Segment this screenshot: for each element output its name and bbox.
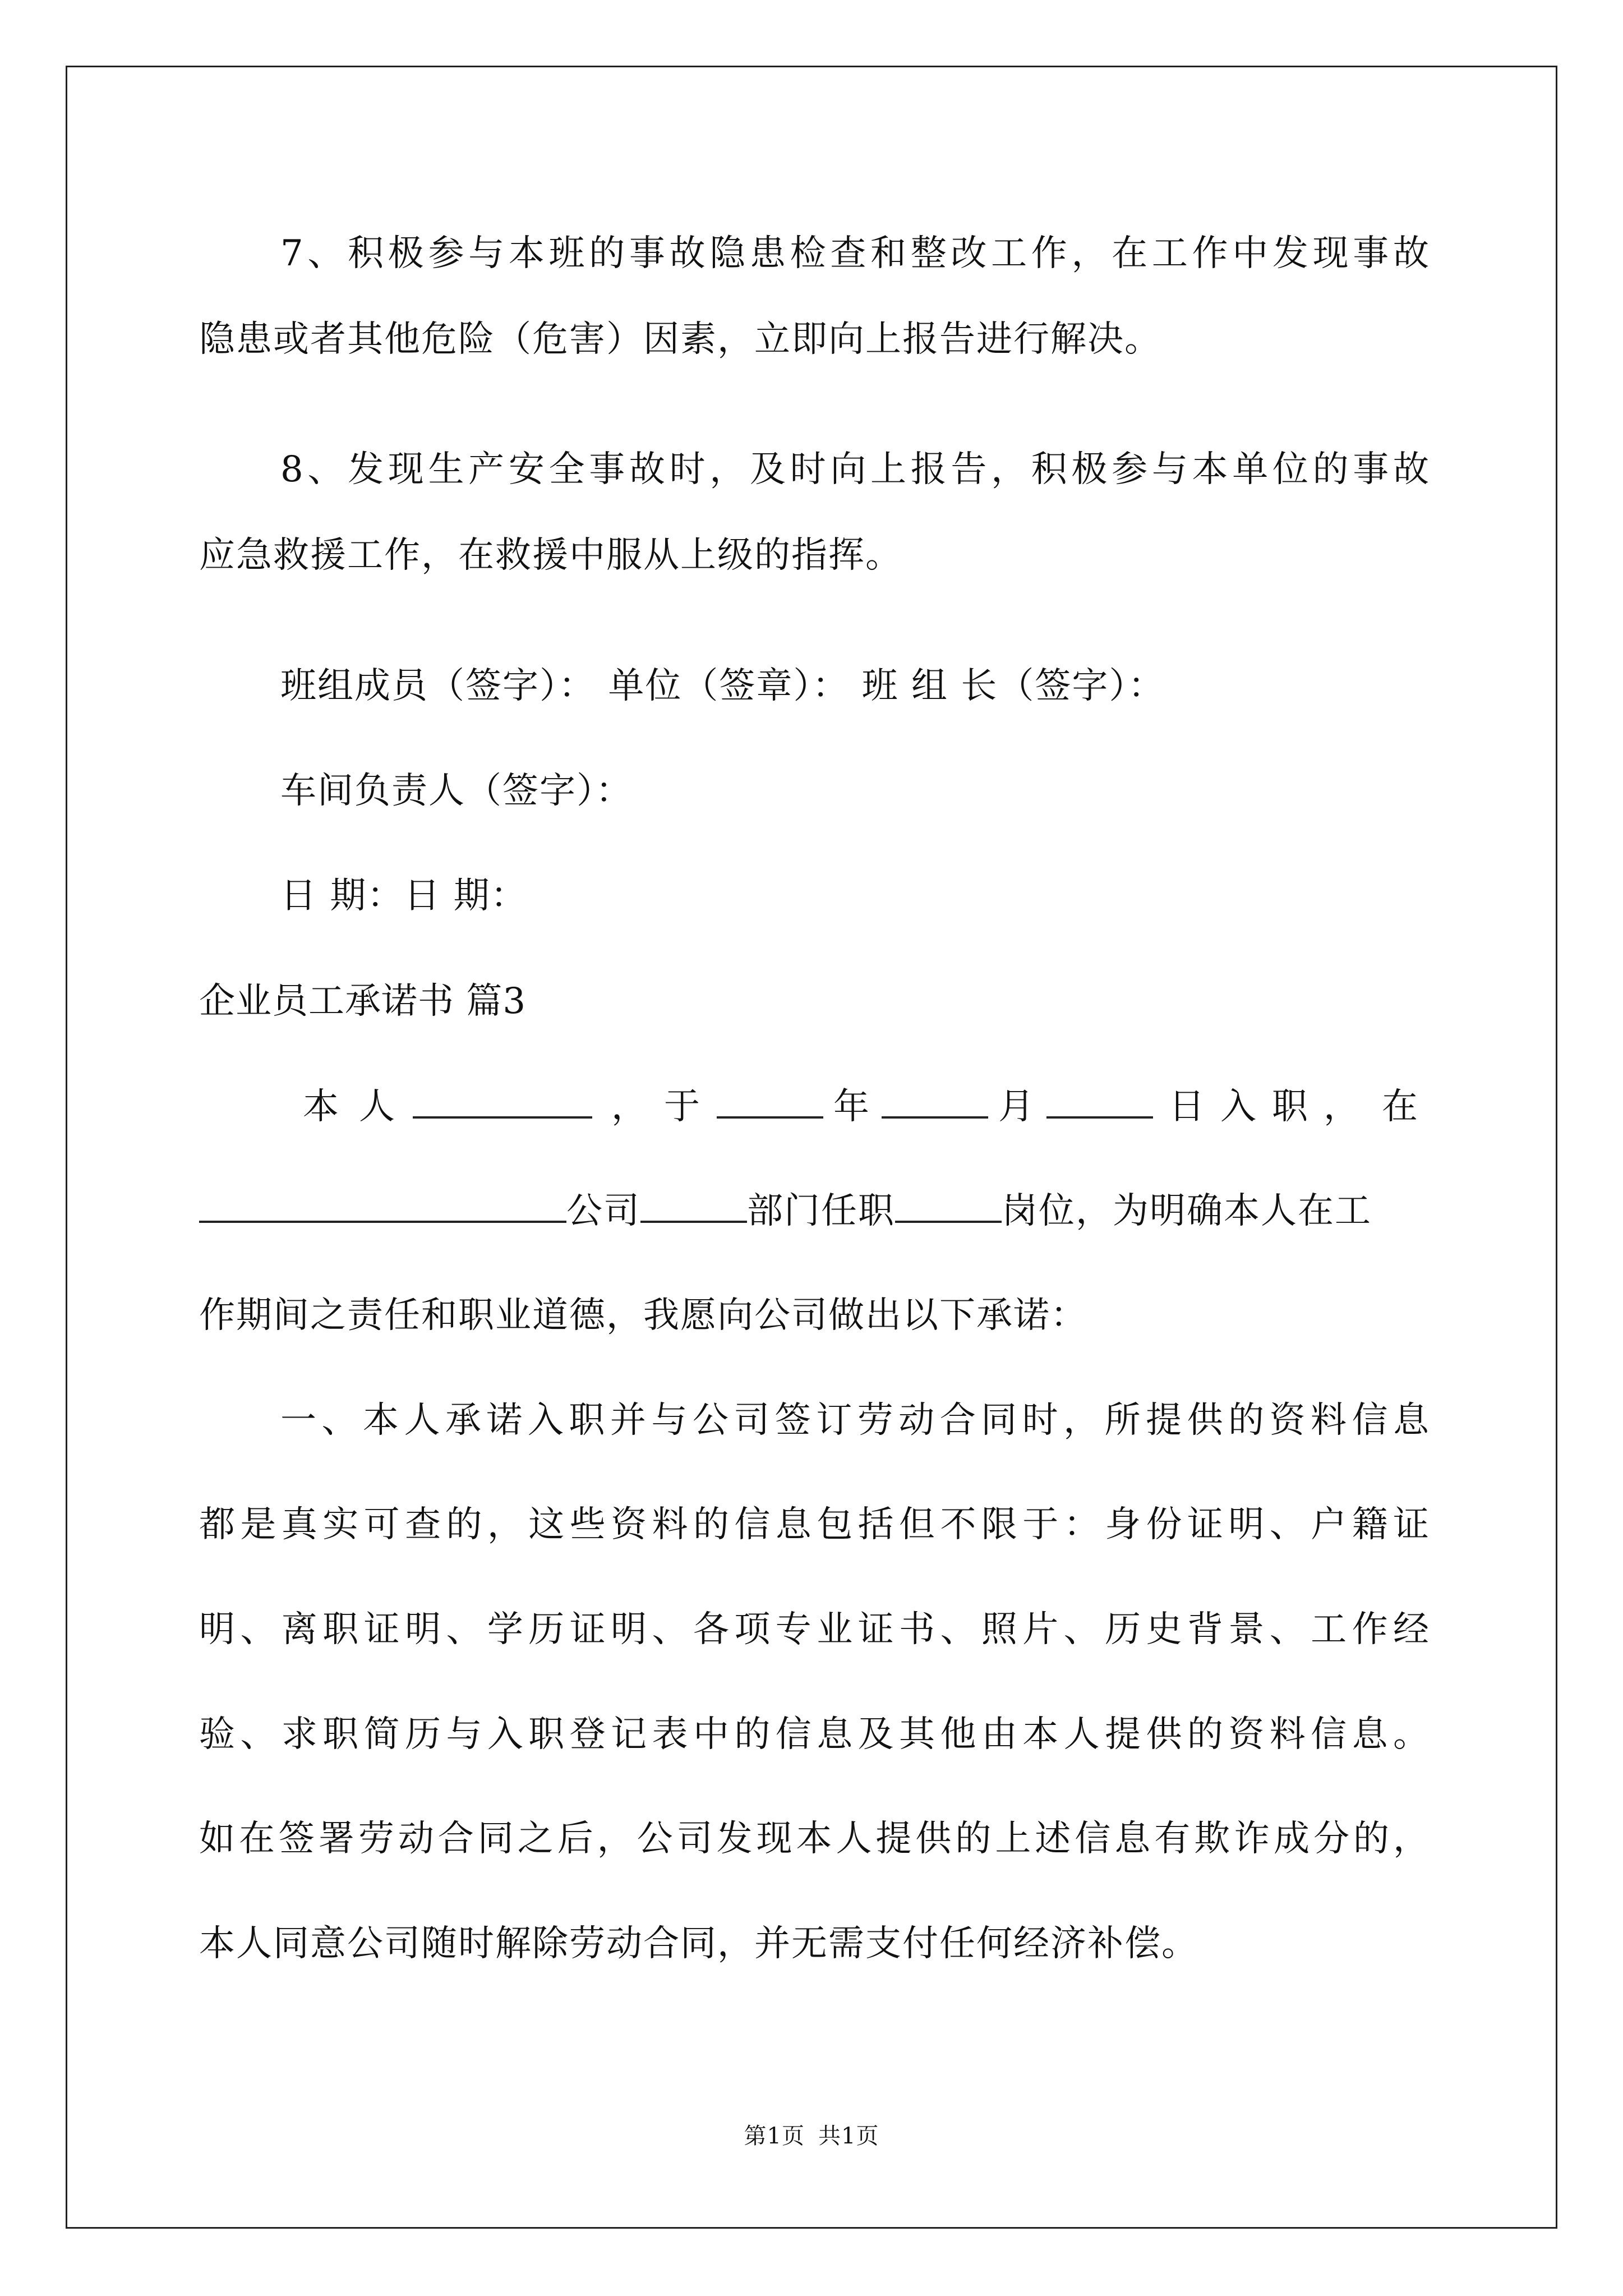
clause-1-line-1: 一、本人承诺入职并与公司签订劳动合同时，所提供的资料信息: [280, 1400, 1430, 1441]
workshop-head-signature: 车间负责人（签字）：: [280, 770, 633, 812]
clause-1-line-4: 验、求职简历与入职登记表中的信息及其他由本人提供的资料信息。: [199, 1714, 1430, 1755]
intro-word: 职: [1272, 1086, 1308, 1128]
name-blank: [413, 1084, 592, 1119]
intro-word: 日: [1169, 1086, 1205, 1128]
signature-line: 班组成员（签字）： 单位（签章）： 班 组 长（签字）：: [280, 665, 1165, 707]
clause-1-line-5: 如在签署劳动合同之后，公司发现本人提供的上述信息有欺诈成分的，: [199, 1818, 1430, 1860]
position-label: 岗位，为明确本人在工: [1002, 1190, 1372, 1232]
intro-word: ，: [611, 1086, 647, 1128]
paragraph-8-line-1: 8、发现生产安全事故时，及时向上报告，积极参与本单位的事故: [280, 449, 1430, 490]
intro-word: 月: [998, 1086, 1034, 1128]
company-blank: [199, 1188, 566, 1223]
paragraph-7-line-2: 隐患或者其他危险（危害）因素，立即向上报告进行解决。: [199, 319, 1161, 360]
paragraph-7-line-1: 7、积极参与本班的事故隐患检查和整改工作，在工作中发现事故: [280, 233, 1430, 274]
clause-1-line-2: 都是真实可查的，这些资料的信息包括但不限于：身份证明、户籍证: [199, 1504, 1430, 1545]
paragraph-8-line-2: 应急救援工作，在救援中服从上级的指挥。: [199, 535, 902, 576]
page-number: 第1页: [744, 2123, 805, 2149]
clause-1-line-3: 明、离职证明、学历证明、各项专业证书、照片、历史背景、工作经: [199, 1609, 1430, 1650]
year-blank: [717, 1084, 823, 1119]
intro-word: 于: [664, 1086, 700, 1128]
position-blank: [895, 1188, 1002, 1223]
day-blank: [1046, 1084, 1153, 1119]
intro-word: ，: [1324, 1086, 1359, 1128]
company-label: 公司: [566, 1190, 640, 1232]
intro-word: 在: [1382, 1086, 1418, 1128]
clause-1-line-6: 本人同意公司随时解除劳动合同，并无需支付任何经济补偿。: [199, 1923, 1198, 1964]
intro-line-3: 作期间之责任和职业道德，我愿向公司做出以下承诺：: [199, 1295, 1087, 1336]
section-heading: 企业员工承诺书 篇3: [199, 981, 527, 1022]
date-line: 日 期：日 期：: [280, 875, 528, 917]
intro-word: 年: [833, 1086, 869, 1128]
intro-line-2: [199, 1188, 1372, 1233]
page-frame: [66, 66, 1557, 2229]
department-blank: [640, 1188, 747, 1223]
intro-word: 人: [359, 1086, 395, 1128]
department-label: 部门任职: [747, 1190, 895, 1232]
page-total: 共1页: [818, 2123, 879, 2149]
intro-word: 入: [1220, 1086, 1256, 1128]
month-blank: [882, 1084, 988, 1119]
page-footer: [0, 2122, 1623, 2150]
intro-word: 本: [303, 1086, 339, 1128]
intro-line-1: [303, 1084, 1418, 1129]
